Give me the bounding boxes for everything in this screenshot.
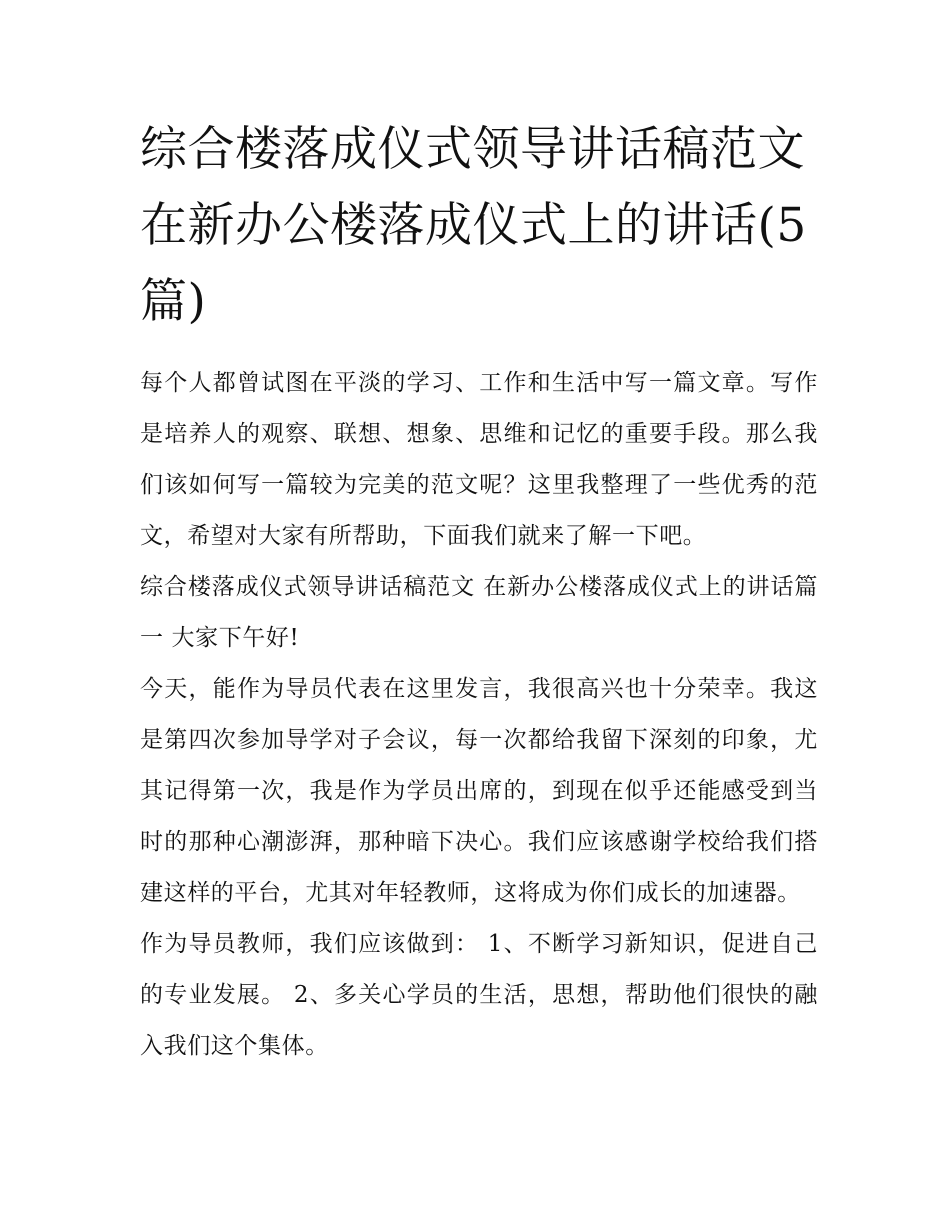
section-heading-paragraph: 综合楼落成仪式领导讲话稿范文 在新办公楼落成仪式上的讲话篇一 大家下午好! <box>140 574 818 651</box>
body-paragraph: 今天，能作为导员代表在这里发言，我很高兴也十分荣幸。我这是第四次参加导学对子会议，每一次都给我留下深刻的印象，尤其记得第一次，我是作为学员出席的，到现在似乎还能感受到当时的那种心潮澎湃，那种暗下决心。我们应该感谢学校给我们搭建这样的平台，尤其对年轻教师，这将成为你们成长的加速器。 <box>140 676 818 906</box>
body-paragraph: 作为导员教师，我们应该做到： 1、不断学习新知识，促进自己的专业发展。 2、多关心学员的生活，思想，帮助他们很快的融入我们这个集体。 <box>140 931 818 1059</box>
document-body <box>140 112 818 1072</box>
document-title: 综合楼落成仪式领导讲话稿范文 在新办公楼落成仪式上的讲话(5篇) <box>140 122 807 329</box>
intro-paragraph: 每个人都曾试图在平淡的学习、工作和生活中写一篇文章。写作是培养人的观察、联想、想象、思维和记忆的重要手段。那么我们该如何写一篇较为完美的范文呢？这里我整理了一些优秀的范文，希望对大家有所帮助，下面我们就来了解一下吧。 <box>140 370 818 549</box>
